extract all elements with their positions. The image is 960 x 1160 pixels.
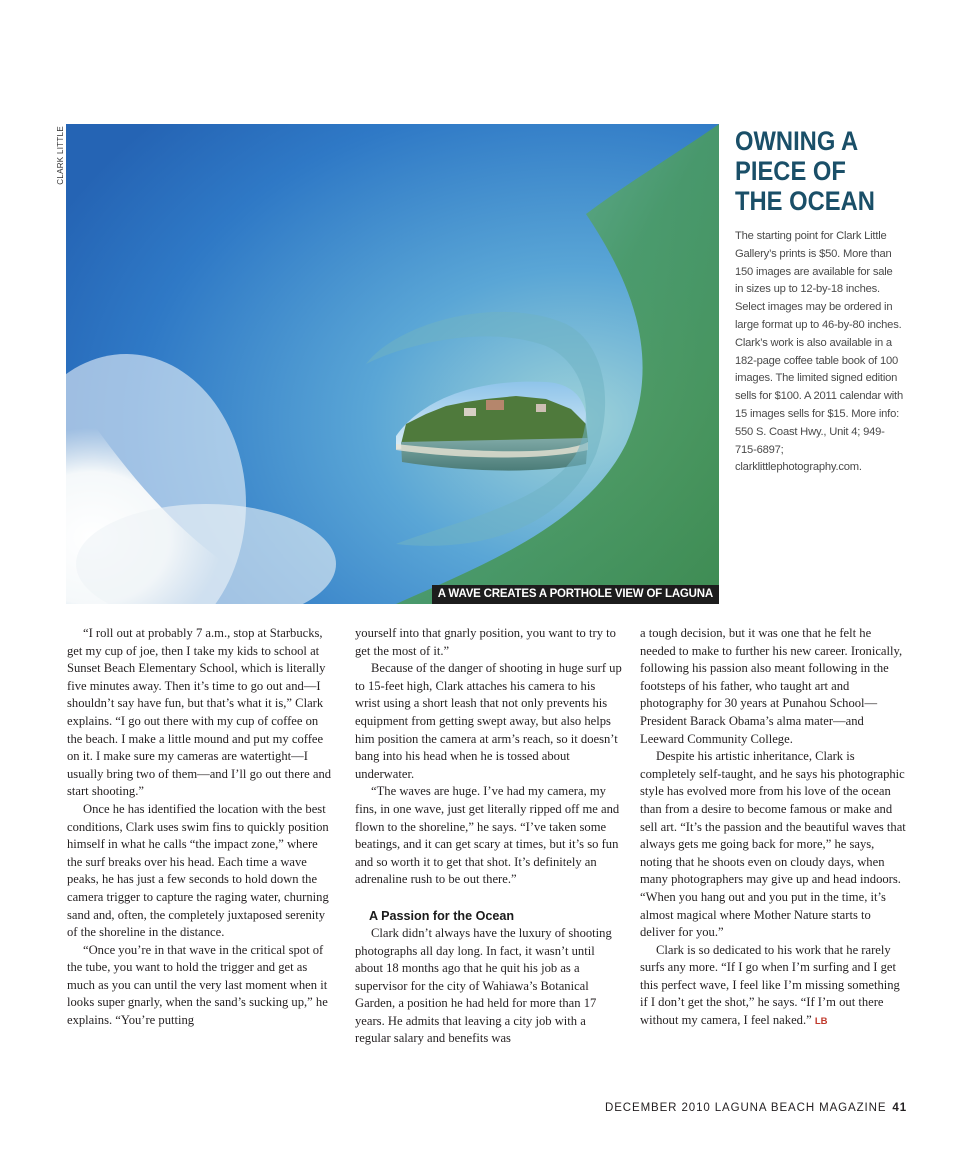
- sidebar-title: [735, 126, 883, 216]
- article-paragraph-last: [640, 942, 908, 1031]
- article-subhead: A Passion for the Ocean: [369, 908, 515, 923]
- article-column-2: [355, 625, 623, 1048]
- sidebar-body: The starting point for Clark Little Gallery’s prints is $50. More than 150 images are available for sale in sizes up to 12-by-18 inches. Select images may be ordered in large format up to 46-by-80 inches. Clark’s work is also available in a 182-page coffee table book of 100 images. The limited signed edition sells for $100. A 2011 calendar with 15 images sells for $15. More info: 550 S. Coast Hwy., Unit 4; 949-715-6897; clarklittlephotography.com.: [735, 230, 903, 474]
- article-paragraph: Clark didn’t always have the luxury of shooting photographs all day long. In fact, it wasn’t until about 18 months ago that he quit his job as a supervisor for the city of Wahiawa’s Botanical Garden, a position he had held for more than 17 years. He admits that leaving a city job with a regular salary and benefits was: [355, 925, 612, 1046]
- article-paragraph: yourself into that gnarly position, you want to try to get the most of it.”: [355, 626, 616, 658]
- article-column-1: [67, 625, 335, 1030]
- wave-photo: [66, 124, 719, 604]
- article-paragraph: Because of the danger of shooting in huge surf up to 15-feet high, Clark attaches his camera to his wrist using a short leash that not only prevents his equipment from getting swept away, but also helps him position the camera at arm’s reach, so it doesn’t bang into his head when he is tossed about underwater.: [355, 661, 622, 781]
- article-paragraph: Despite his artistic inheritance, Clark is completely self-taught, and he says his photographic style has evolved more from his love of the ocean than from a desire to become famous or make and sell art. “It’s the passion and the beautiful waves that always gets me going back for more,” he says, noting that he shoots even on cloudy days, when many photographers may give up and head indoors. “When you hang out and you put in the time, it’s almost magical where Mother Nature starts to deliver for you.”: [640, 749, 906, 940]
- article-paragraph: a tough decision, but it was one that he felt he needed to make to further his new career. Ironically, following his passion also meant following in the footsteps of his father, who taught art and photography for 30 years at Punahou School—President Barack Obama’s alma mater—and Leeward Community College.: [640, 626, 903, 746]
- article-paragraph: “Once you’re in that wave in the critical spot of the tube, you want to hold the trigger and get as much as you can until the very last moment when it looks super gnarly, when the sand’s sucking up,” he explains. “You’re putting: [67, 942, 328, 1028]
- page-footer: [605, 1102, 907, 1114]
- author-byline: LB: [814, 1016, 828, 1028]
- photo-credit: CLARK LITTLE: [56, 126, 65, 185]
- article-last-text: Clark is so dedicated to his work that he rarely surfs any more. “If I go when I’m surfing and I get this perfect wave, I feel like I’m missing something if I don’t get the shot,” he says. “If I’m out there without my camera, I feel naked.”: [640, 942, 900, 1028]
- page-number: 41: [892, 1102, 907, 1114]
- sidebar-title-line-3: THE OCEAN: [735, 186, 875, 216]
- article-paragraph: “The waves are huge. I’ve had my camera, my fins, in one wave, just get literally ripped off me and flown to the shoreline,” he says. “I’ve taken some beatings, and it can get scary at times, but it’s so fun and so worth it to get that shot. It’s definitely an adrenaline rush to be out there.”: [355, 784, 620, 887]
- wave-illustration: [66, 124, 719, 604]
- sidebar-title-line-1: OWNING A: [735, 126, 859, 156]
- footer-text: DECEMBER 2010 LAGUNA BEACH MAGAZINE: [605, 1102, 887, 1114]
- sidebar-title-line-2: PIECE OF: [735, 156, 846, 186]
- photo-caption: A WAVE CREATES A PORTHOLE VIEW OF LAGUNA: [432, 585, 719, 604]
- article-paragraph: Once he has identified the location with the best conditions, Clark uses swim fins to quickly position himself in what he calls “the impact zone,” where the surf breaks over his head. Each time a wave peaks, he has just a few seconds to hold down the camera trigger to capture the raging water, churning sand and, often, the completely juxtaposed serenity of the shoreline in the distance.: [67, 801, 329, 940]
- article-paragraph: “I roll out at probably 7 a.m., stop at Starbucks, get my cup of joe, then I take my kids to school at Sunset Beach Elementary School, which is literally five minutes away. Then it’s time to go out and—I shouldn’t say have fun, but that’s what it is,” Clark explains. “I go out there with my cup of coffee on the beach. I make a little mound and put my coffee on it. I make sure my cameras are watertight—I usually bring two of them—and I’ll go out there and start shooting.”: [67, 626, 332, 799]
- sidebar-box: [735, 126, 903, 477]
- article-column-3: [640, 625, 908, 1031]
